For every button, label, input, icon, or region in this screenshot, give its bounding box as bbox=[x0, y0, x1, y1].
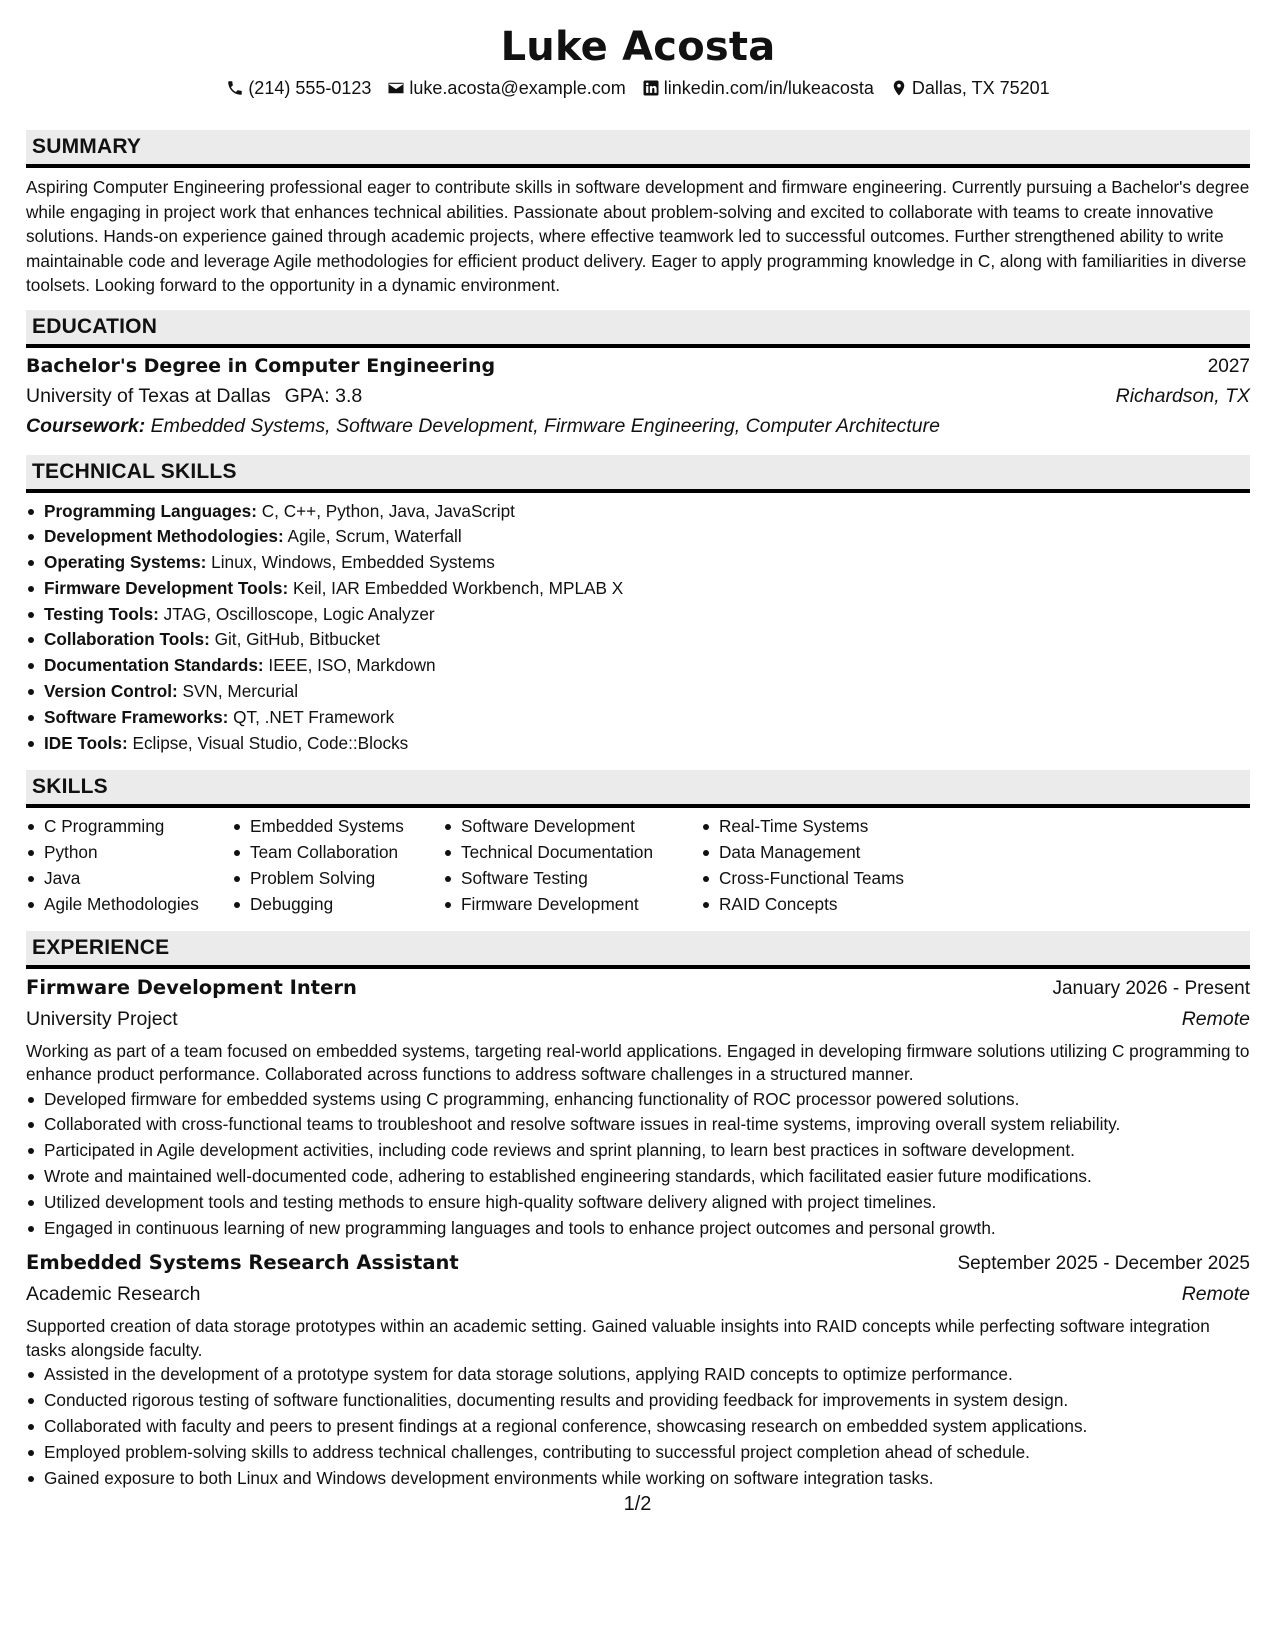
technical-skills-heading: TECHNICAL SKILLS bbox=[26, 455, 1250, 493]
candidate-name: Luke Acosta bbox=[500, 24, 776, 70]
list-item: Utilized development tools and testing methods to ensure high-quality software delivery aligned with project timelines. bbox=[44, 1190, 1250, 1216]
list-item: Engaged in continuous learning of new programming languages and tools to enhance project outcomes and personal growth. bbox=[44, 1216, 1250, 1242]
degree-year: 2027 bbox=[1207, 355, 1250, 377]
coursework-line bbox=[26, 411, 1250, 441]
experience-heading: EXPERIENCE bbox=[26, 931, 1250, 969]
contact-linkedin[interactable] bbox=[642, 76, 874, 100]
job-2-org-row bbox=[26, 1279, 1250, 1309]
contact-phone bbox=[226, 76, 371, 100]
list-item: Conducted rigorous testing of software functionalities, documenting results and providing feedback for improvements in system design. bbox=[44, 1388, 1250, 1414]
contact-location bbox=[890, 76, 1050, 100]
list-item: Documentation Standards: IEEE, ISO, Markdown bbox=[44, 653, 1250, 679]
coursework-list: Embedded Systems, Software Development, Firmware Engineering, Computer Architecture bbox=[150, 414, 940, 437]
list-item: Java bbox=[44, 866, 232, 892]
job-entry-2 bbox=[26, 1248, 1250, 1491]
email-text: luke.acosta@example.com bbox=[409, 78, 626, 98]
job-title: Embedded Systems Research Assistant bbox=[26, 1251, 459, 1275]
job-entry-1 bbox=[26, 973, 1250, 1242]
list-item: Version Control: SVN, Mercurial bbox=[44, 679, 1250, 705]
skills-section bbox=[26, 770, 1250, 917]
summary-section bbox=[26, 130, 1250, 298]
list-item: Cross-Functional Teams bbox=[719, 866, 959, 892]
education-heading: EDUCATION bbox=[26, 310, 1250, 348]
envelope-icon bbox=[387, 79, 405, 97]
linkedin-text: linkedin.com/in/lukeacosta bbox=[663, 78, 874, 98]
list-item: Firmware Development Tools: Keil, IAR Embedded Workbench, MPLAB X bbox=[44, 576, 1250, 602]
contact-bar bbox=[26, 76, 1250, 100]
job-organization: University Project bbox=[26, 1007, 178, 1030]
resume-page bbox=[26, 0, 1250, 1491]
contact-email[interactable] bbox=[387, 76, 625, 100]
coursework-label: Coursework: bbox=[26, 414, 146, 437]
phone-icon bbox=[226, 79, 244, 97]
education-degree-row bbox=[26, 352, 1250, 381]
page-number: 1/2 bbox=[623, 1493, 652, 1515]
resume-header bbox=[26, 0, 1250, 100]
education-school-row bbox=[26, 381, 1250, 411]
job-dates: September 2025 - December 2025 bbox=[957, 1253, 1250, 1275]
list-item: Employed problem-solving skills to address technical challenges, contributing to successful project completion ahead of schedule. bbox=[44, 1440, 1250, 1466]
technical-skills-section bbox=[26, 455, 1250, 757]
list-item: Operating Systems: Linux, Windows, Embedded Systems bbox=[44, 550, 1250, 576]
job-location: Remote bbox=[1181, 1283, 1250, 1306]
job-1-title-row bbox=[26, 973, 1250, 1004]
job-description: Supported creation of data storage prototypes within an academic setting. Gained valuable insights into RAID concepts while perfecting software integration tasks alongside faculty. bbox=[26, 1316, 1210, 1360]
summary-text: Aspiring Computer Engineering professional eager to contribute skills in software development and firmware engineering. Currently pursuing a Bachelor's degree while engaging in project work that enhances technical abilities. Passionate about problem-solving and excited to collaborate with teams to create innovative solutions. Hands-on experience gained through academic projects, where effective teamwork led to successful outcomes. Further strengthened ability to write maintainable code and leverage Agile methodologies for efficient product delivery. Eager to apply programming knowledge in C, along with familiarities in diverse toolsets. Looking forward to the opportunity in a dynamic environment. bbox=[26, 177, 1250, 295]
experience-section bbox=[26, 931, 1250, 1492]
degree-title: Bachelor's Degree in Computer Engineering bbox=[26, 354, 496, 377]
skills-grid bbox=[26, 814, 1250, 917]
job-dates: January 2026 - Present bbox=[1052, 977, 1250, 999]
list-item: Data Management bbox=[719, 840, 959, 866]
job-1-org-row bbox=[26, 1004, 1250, 1034]
list-item: Debugging bbox=[250, 892, 443, 918]
list-item: Team Collaboration bbox=[250, 840, 443, 866]
school-location: Richardson, TX bbox=[1115, 384, 1250, 407]
job-2-bullets bbox=[26, 1362, 1250, 1491]
job-1-bullets bbox=[26, 1087, 1250, 1242]
linkedin-icon bbox=[642, 79, 660, 97]
skills-column-1 bbox=[26, 814, 232, 917]
list-item: Agile Methodologies bbox=[44, 892, 232, 918]
skills-column-3 bbox=[443, 814, 701, 917]
job-2-title-row bbox=[26, 1248, 1250, 1279]
list-item: Problem Solving bbox=[250, 866, 443, 892]
job-description: Working as part of a team focused on embedded systems, targeting real-world applications. Engaged in developing firmware solutions utilizing C programming to enhance product performance. Collaborated across functions to address software challenges in a structured manner. bbox=[26, 1040, 1250, 1085]
job-organization: Academic Research bbox=[26, 1283, 201, 1306]
list-item: Software Development bbox=[461, 814, 701, 840]
gpa: GPA: 3.8 bbox=[284, 384, 363, 407]
list-item: Embedded Systems bbox=[250, 814, 443, 840]
list-item: Gained exposure to both Linux and Windows development environments while working on software integration tasks. bbox=[44, 1466, 1250, 1492]
phone-text: (214) 555-0123 bbox=[248, 78, 372, 98]
list-item: Collaborated with faculty and peers to present findings at a regional conference, showcasing research on embedded system applications. bbox=[44, 1414, 1250, 1440]
list-item: Firmware Development bbox=[461, 892, 701, 918]
list-item: Software Frameworks: QT, .NET Framework bbox=[44, 705, 1250, 731]
list-item: Collaboration Tools: Git, GitHub, Bitbucket bbox=[44, 627, 1250, 653]
list-item: Testing Tools: JTAG, Oscilloscope, Logic Analyzer bbox=[44, 602, 1250, 628]
list-item: Development Methodologies: Agile, Scrum, Waterfall bbox=[44, 524, 1250, 550]
school-line bbox=[26, 381, 362, 411]
technical-skills-list bbox=[26, 499, 1250, 757]
list-item: Wrote and maintained well-documented code, adhering to established engineering standards, which facilitated easier future modifications. bbox=[44, 1164, 1250, 1190]
list-item: Python bbox=[44, 840, 232, 866]
summary-heading: SUMMARY bbox=[26, 130, 1250, 168]
map-pin-icon bbox=[890, 79, 908, 97]
job-location: Remote bbox=[1181, 1007, 1250, 1030]
job-title: Firmware Development Intern bbox=[26, 975, 357, 999]
list-item: RAID Concepts bbox=[719, 892, 959, 918]
list-item: Participated in Agile development activities, including code reviews and sprint planning, to learn best practices in software development. bbox=[44, 1138, 1250, 1164]
list-item: Technical Documentation bbox=[461, 840, 701, 866]
skills-heading: SKILLS bbox=[26, 770, 1250, 808]
list-item: C Programming bbox=[44, 814, 232, 840]
education-section bbox=[26, 310, 1250, 441]
list-item: Collaborated with cross-functional teams to troubleshoot and resolve software issues in real-time systems, improving overall system reliability. bbox=[44, 1112, 1250, 1138]
skills-column-2 bbox=[232, 814, 443, 917]
school-name: University of Texas at Dallas bbox=[26, 384, 271, 407]
list-item: IDE Tools: Eclipse, Visual Studio, Code::Blocks bbox=[44, 731, 1250, 757]
skills-column-4 bbox=[701, 814, 959, 917]
list-item: Assisted in the development of a prototype system for data storage solutions, applying RAID concepts to optimize performance. bbox=[44, 1362, 1250, 1388]
location-text: Dallas, TX 75201 bbox=[911, 78, 1050, 98]
list-item: Developed firmware for embedded systems using C programming, enhancing functionality of ROC processor powered solutions. bbox=[44, 1087, 1250, 1113]
list-item: Software Testing bbox=[461, 866, 701, 892]
list-item: Programming Languages: C, C++, Python, Java, JavaScript bbox=[44, 499, 1250, 525]
list-item: Real-Time Systems bbox=[719, 814, 959, 840]
